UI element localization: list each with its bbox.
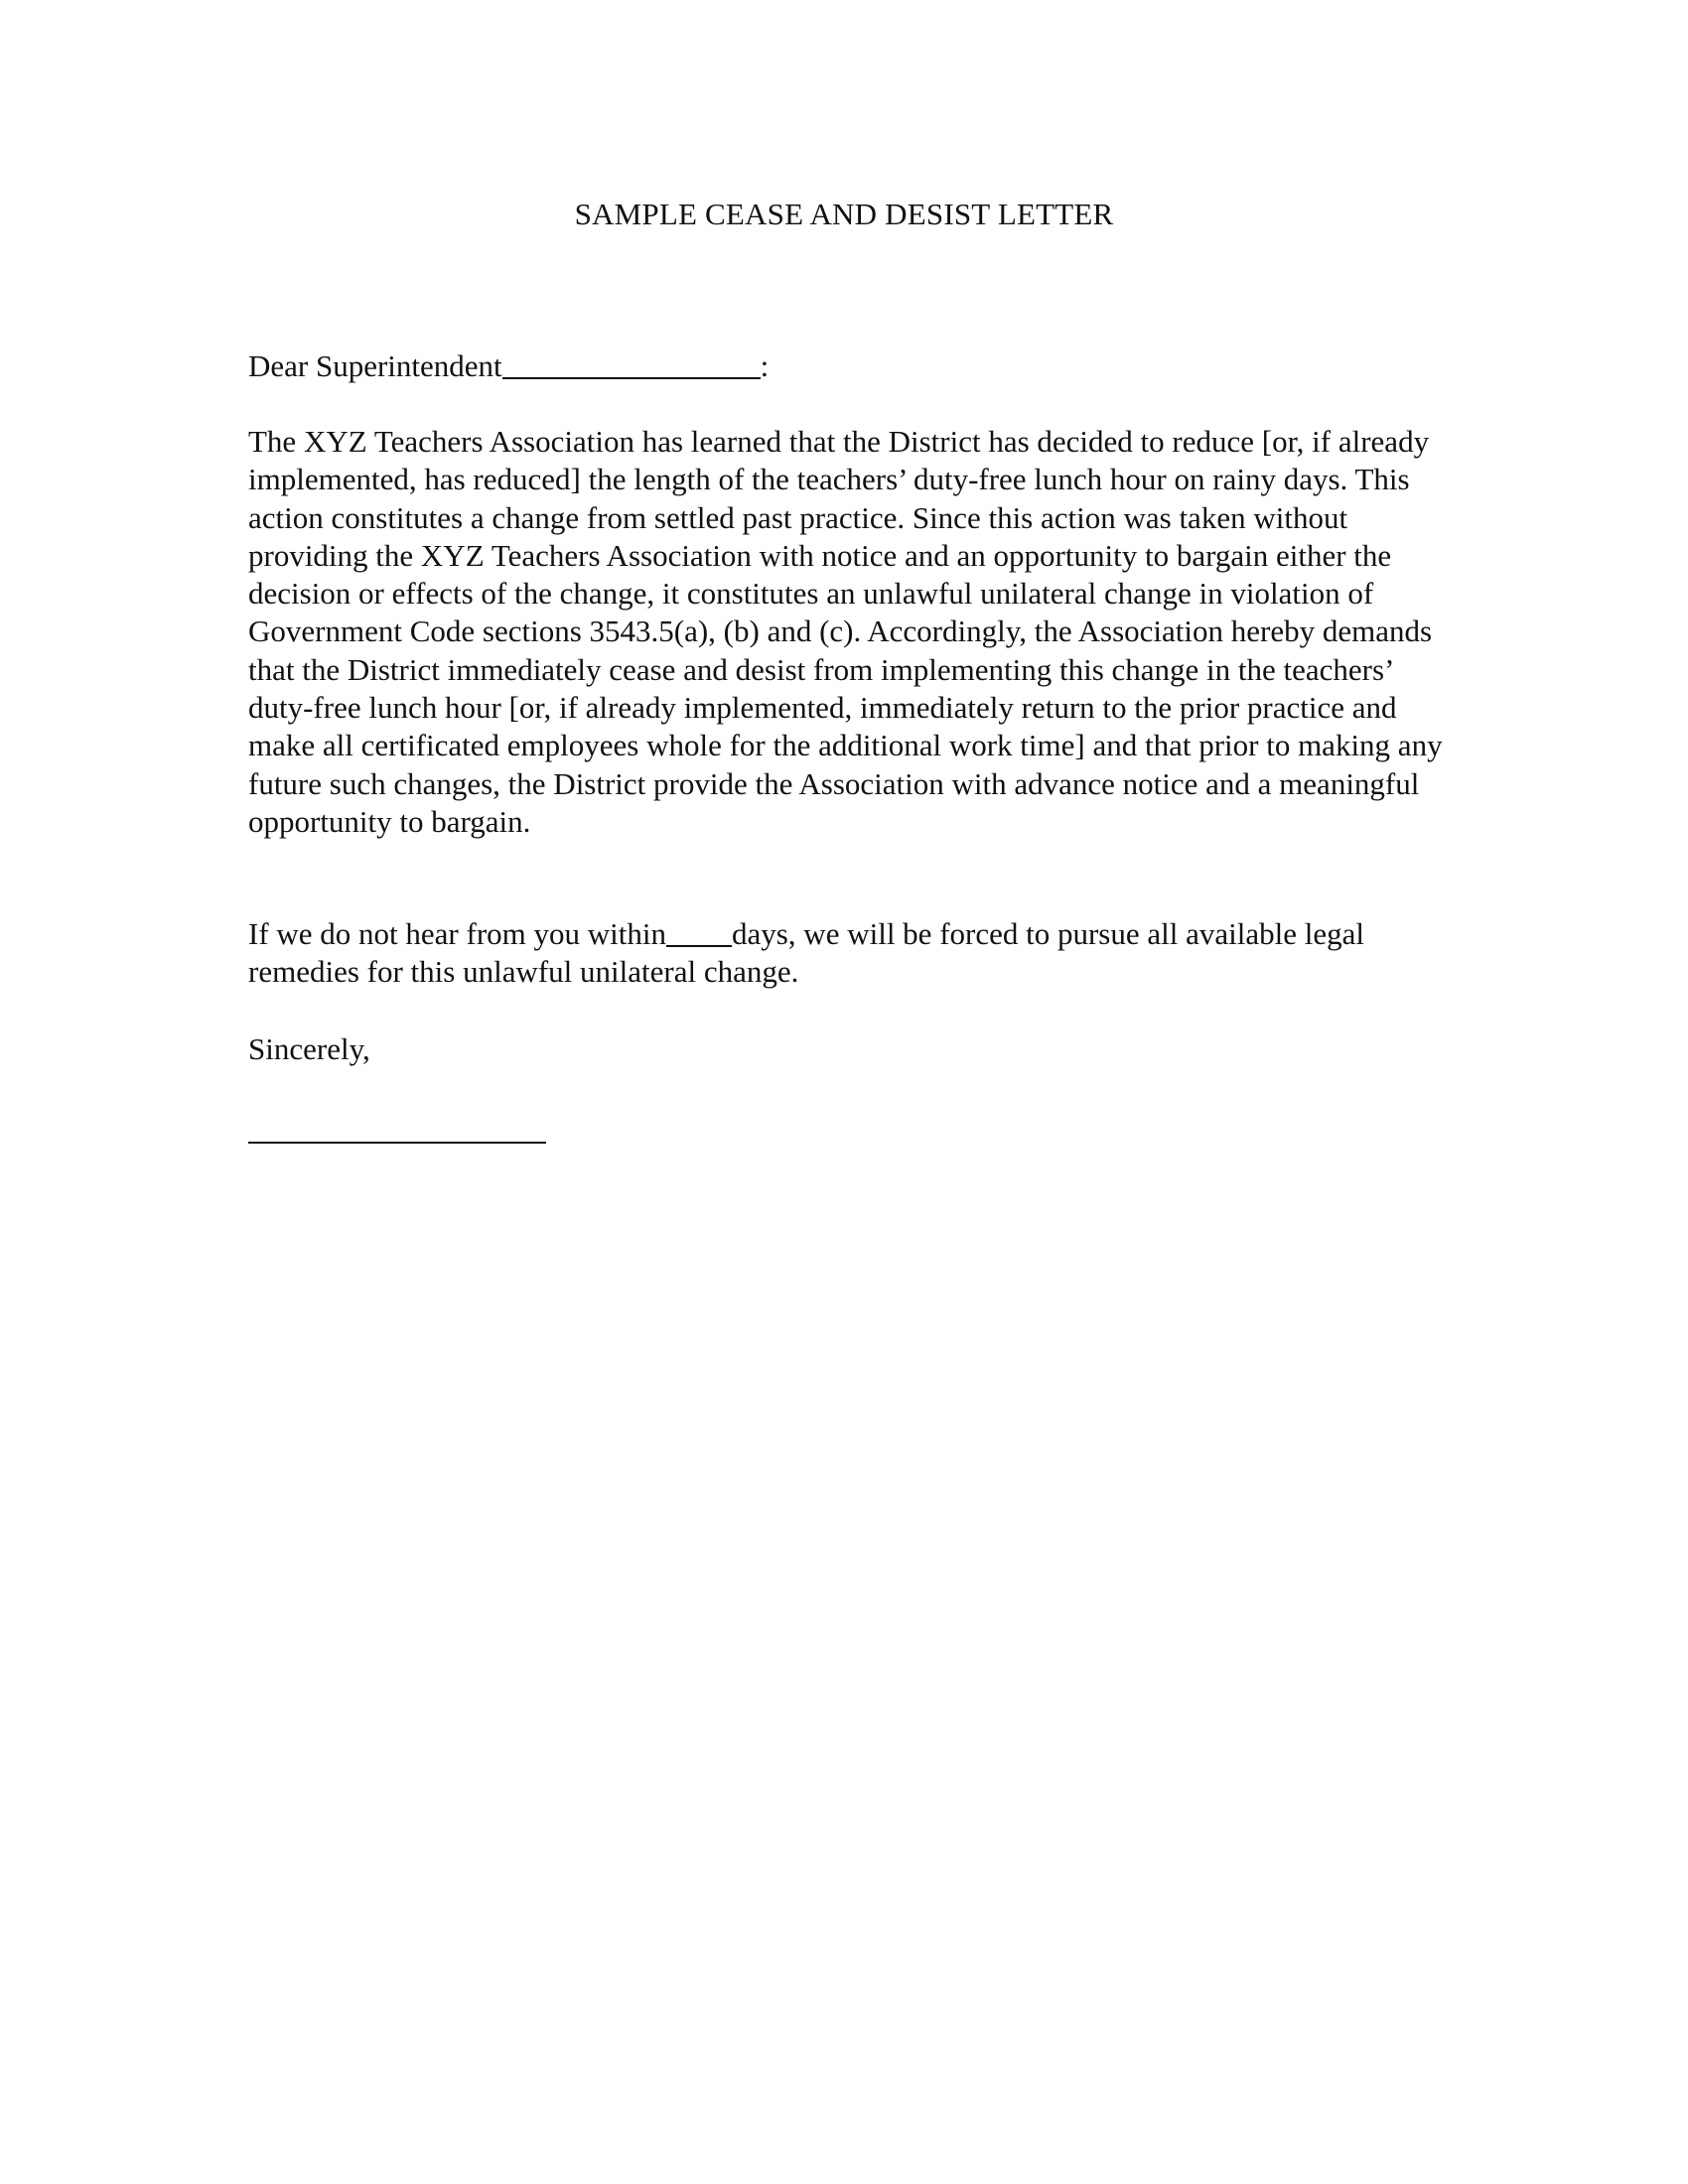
- deadline-text-before: If we do not hear from you within: [248, 916, 666, 951]
- document-title: SAMPLE CEASE AND DESIST LETTER: [574, 197, 1114, 231]
- closing: Sincerely,: [248, 1031, 370, 1066]
- salutation: [248, 347, 1460, 385]
- body-paragraph-2: [248, 915, 1460, 992]
- signature-line: [248, 1142, 546, 1144]
- body-paragraph-1: The XYZ Teachers Association has learned that the District has decided to reduce [or, if already implemented, has reduced] the length of the teachers’ duty-free lunch hour on rainy days. This action constitutes a change from settled past practice. Since this action was taken without providing the XYZ Teachers Association with notice and an opportunity to bargain either the decision or effects of the change, it constitutes an unlawful unilateral change in violation of Government Code sections 3543.5(a), (b) and (c). Accordingly, the Association hereby demands that the District immediately cease and desist from implementing this change in the teachers’ duty-free lunch hour [or, if already implemented, immediately return to the prior practice and make all certificated employees whole for the additional work time] and that prior to making any future such changes, the District provide the Association with advance notice and a meaningful opportunity to bargain.: [248, 424, 1443, 839]
- superintendent-name-blank: [502, 349, 761, 379]
- salutation-prefix: Dear Superintendent: [248, 348, 502, 383]
- days-blank: [666, 917, 732, 947]
- salutation-suffix: :: [760, 348, 770, 383]
- deadline-text-after: days, we will be forced to pursue all available legal remedies for this unlawful unilateral change.: [248, 916, 1364, 990]
